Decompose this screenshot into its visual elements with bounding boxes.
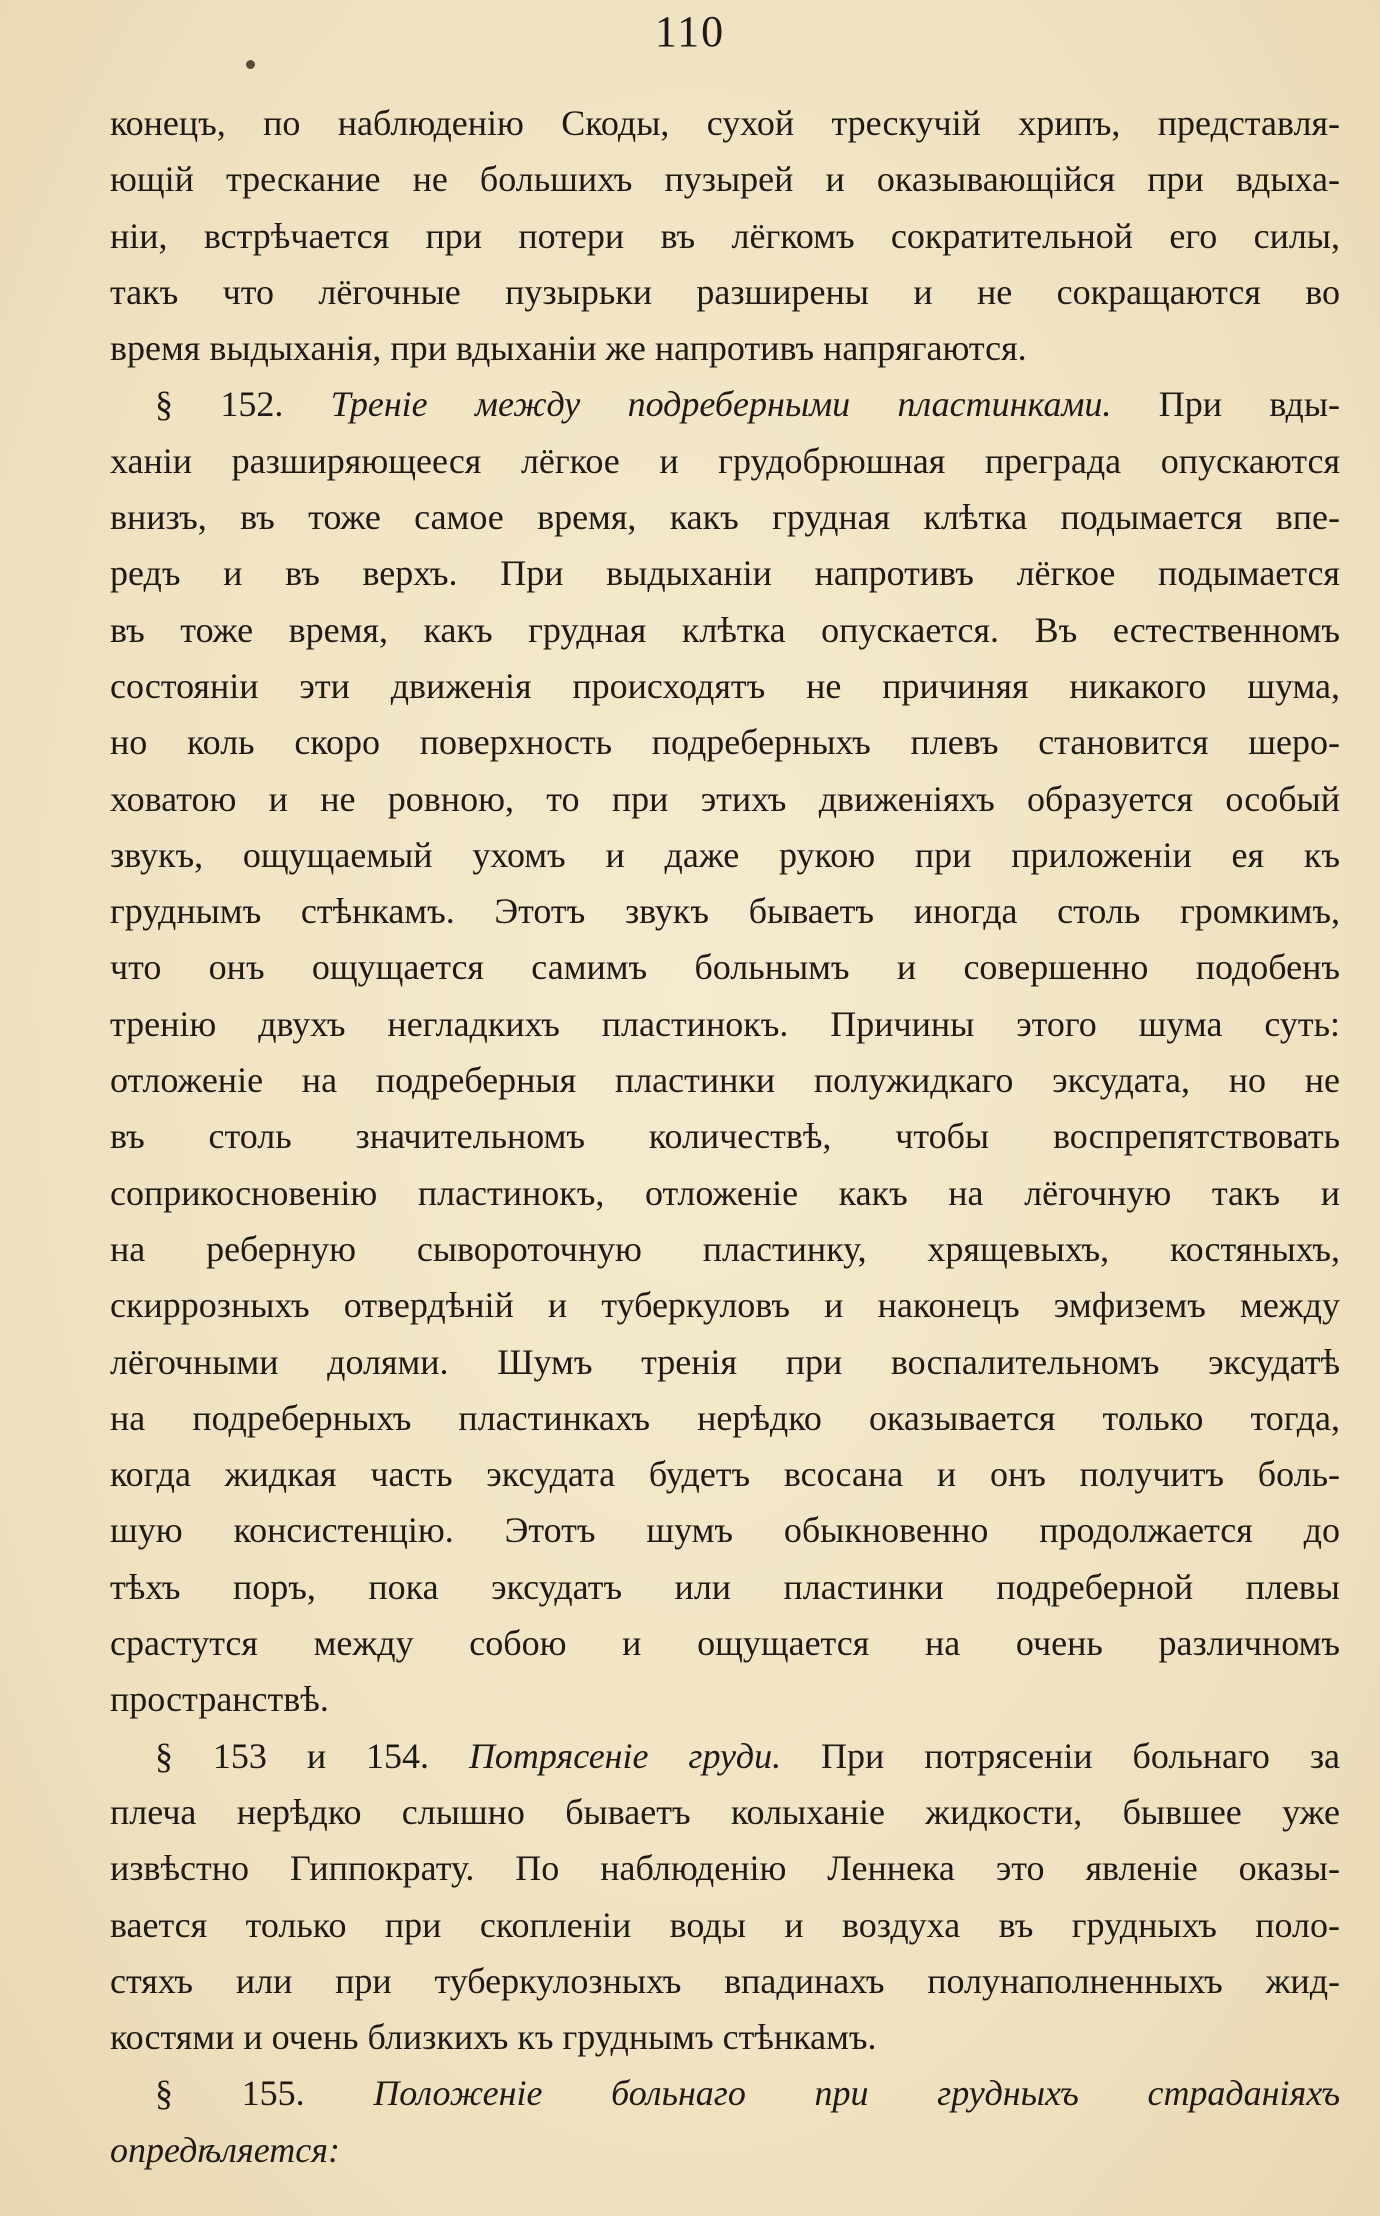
text-line: [110, 320, 1340, 376]
section-heading: Треніе между подреберными пластинками.: [330, 384, 1112, 425]
text-line: [110, 1277, 1340, 1333]
line-text: время выдыханія, при вдыханіи же напротивъ напрягаются.: [110, 328, 1027, 369]
text-line: [110, 1953, 1340, 2009]
section-number: § 155.: [155, 2073, 305, 2114]
line-text: конецъ, по наблюденію Скоды, сухой трескучій хрипъ, представля-: [110, 103, 1340, 143]
section-number: § 153 и 154.: [155, 1735, 430, 1776]
text-line: [110, 1615, 1340, 1671]
text-line: [110, 2065, 1340, 2121]
text-line: [110, 1559, 1340, 1615]
line-text: вается только при скопленіи воды и воздуха въ грудныхъ поло-: [110, 1904, 1340, 1945]
line-text: ханіи разширяющееся лёгкое и грудобрюшная преграда опускаются: [110, 440, 1340, 481]
section-heading: Потрясеніе груди.: [468, 1735, 782, 1776]
line-text: редъ и въ верхъ. При выдыханіи напротивъ лёгкое подымается: [110, 553, 1340, 594]
line-text: плеча нерѣдко слышно бываетъ колыханіе жидкости, бывшее уже: [110, 1791, 1340, 1832]
text-line: [110, 827, 1340, 883]
text-line: [110, 883, 1340, 939]
line-text: тренію двухъ негладкихъ пластинокъ. Причины этого шума суть:: [110, 1003, 1340, 1044]
line-text: При вды-: [1158, 384, 1340, 425]
body-text: [110, 95, 1340, 2178]
line-text: шую консистенцію. Этотъ шумъ обыкновенно продолжается до: [110, 1510, 1340, 1551]
text-line: [110, 1671, 1340, 1727]
text-line: [110, 151, 1340, 207]
line-text: въ столь значительномъ количествѣ, чтобы воспрепятствовать: [110, 1116, 1340, 1157]
line-text: соприкосновенію пластинокъ, отложеніе какъ на лёгочную такъ и: [110, 1172, 1340, 1213]
text-line: [110, 1446, 1340, 1502]
section-heading: опредѣляется:: [110, 2129, 340, 2170]
text-line: [110, 2122, 1340, 2178]
line-text: ющій трескание не большихъ пузырей и оказывающійся при вдыха-: [110, 159, 1340, 200]
line-text: состояніи эти движенія происходятъ не причиняя никакого шума,: [110, 665, 1340, 706]
line-text: отложеніе на подреберныя пластинки полужидкаго эксудата, но не: [110, 1060, 1340, 1101]
line-text: стяхъ или при туберкулозныхъ впадинахъ полунаполненныхъ жид-: [110, 1960, 1340, 2001]
line-text: извѣстно Гиппократу. По наблюденію Леннека это явленіе оказы-: [110, 1848, 1340, 1889]
text-line: [110, 1108, 1340, 1164]
line-text: ховатою и не ровною, то при этихъ движеніяхъ образуется особый: [110, 778, 1340, 819]
text-line: [110, 208, 1340, 264]
text-line: [110, 1840, 1340, 1896]
line-text: въ тоже время, какъ грудная клѣтка опускается. Въ естественномъ: [110, 609, 1340, 650]
line-text: срастутся между собою и ощущается на очень различномъ: [110, 1623, 1340, 1664]
line-text: скиррозныхъ отвердѣній и туберкуловъ и наконецъ эмфиземъ между: [110, 1285, 1340, 1326]
text-line: [110, 1334, 1340, 1390]
line-text: костями и очень близкихъ къ груднымъ стѣнкамъ.: [110, 2017, 877, 2058]
line-text: внизъ, въ тоже самое время, какъ грудная клѣтка подымается впе-: [110, 497, 1340, 538]
line-text: При потрясеніи больнаго за: [821, 1735, 1341, 1776]
line-text: такъ что лёгочные пузырьки разширены и не сокращаются во: [110, 271, 1340, 312]
text-line: [110, 602, 1340, 658]
line-text: на реберную сывороточную пластинку, хрящевыхъ, костяныхъ,: [110, 1228, 1340, 1269]
text-line: [110, 489, 1340, 545]
text-line: [110, 771, 1340, 827]
text-line: [110, 1784, 1340, 1840]
text-line: [110, 1897, 1340, 1953]
line-text: лёгочными долями. Шумъ тренія при воспалительномъ эксудатѣ: [110, 1341, 1340, 1382]
text-line: [110, 2009, 1340, 2065]
section-heading: Положеніе больнаго при грудныхъ страданіяхъ: [373, 2073, 1341, 2114]
text-line: [110, 1165, 1340, 1221]
page-number: 110: [654, 7, 726, 56]
line-text: на подреберныхъ пластинкахъ нерѣдко оказывается только тогда,: [110, 1397, 1340, 1438]
text-line: [110, 1221, 1340, 1277]
section-number: § 152.: [155, 384, 284, 425]
text-line: [110, 658, 1340, 714]
text-line: [110, 996, 1340, 1052]
text-line: [110, 714, 1340, 770]
text-line: [110, 1728, 1340, 1784]
text-line: [110, 264, 1340, 320]
line-text: звукъ, ощущаемый ухомъ и даже рукою при приложеніи ея къ: [110, 834, 1340, 875]
text-line: [110, 376, 1340, 432]
text-line: [110, 1052, 1340, 1108]
text-line: [110, 95, 1340, 151]
text-line: [110, 545, 1340, 601]
line-text: пространствѣ.: [110, 1679, 329, 1720]
line-text: тѣхъ поръ, пока эксудатъ или пластинки подреберной плевы: [110, 1566, 1340, 1607]
text-line: [110, 939, 1340, 995]
ink-spot: [246, 60, 255, 69]
text-line: [110, 1390, 1340, 1446]
text-line: [110, 433, 1340, 489]
line-text: когда жидкая часть эксудата будетъ всосана и онъ получитъ боль-: [110, 1454, 1340, 1495]
line-text: груднымъ стѣнкамъ. Этотъ звукъ бываетъ иногда столь громкимъ,: [110, 891, 1340, 932]
text-line: [110, 1502, 1340, 1558]
line-text: что онъ ощущается самимъ больнымъ и совершенно подобенъ: [110, 947, 1340, 988]
line-text: но коль скоро поверхность подреберныхъ плевъ становится шеро-: [110, 722, 1340, 763]
line-text: ніи, встрѣчается при потери въ лёгкомъ сократительной его силы,: [110, 215, 1340, 256]
